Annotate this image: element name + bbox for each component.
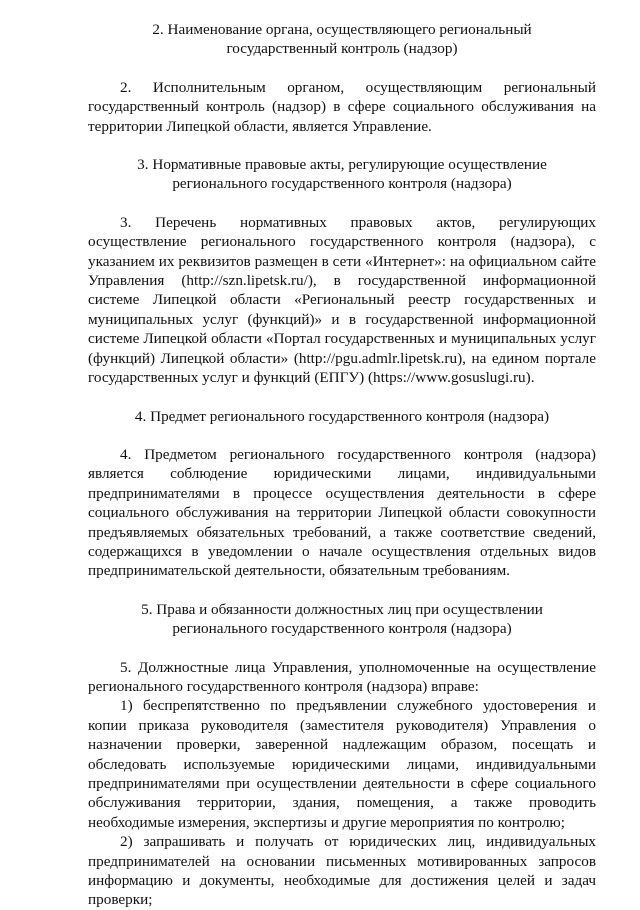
section-5-item-2: 2) запрашивать и получать от юридических лиц, индивидуальных предпринимателей на основании письменных мотивированных запросов информацию и документы, необходимые для достижения целей и задач проверки; bbox=[88, 833, 596, 909]
section-5-paragraph: 5. Должностные лица Управления, уполномоченные на осуществление регионального государственного контроля (надзора) вправе: bbox=[88, 658, 596, 695]
section-3-paragraph: 3. Перечень нормативных правовых актов, регулирующих осуществление регионального государственного контроля (надзора), с указанием их реквизитов размещен в сети «Интернет»: на официальном сайте Управления (http://szn.lipetsk.ru/), в государственной информационной системе Липецкой области «Региональный реестр государственных и муниципальных услуг (функций)» и в государственной информационной системе Липецкой области «Портал государственных и муниципальных услуг (функций) Липецкой области» (http://pgu.admlr.lipetsk.ru), на едином портале государственных услуг и функций (ЕПГУ) (https://www.gosuslugi.ru). bbox=[88, 213, 596, 387]
section-4-heading: 4. Предмет регионального государственного контроля (надзора) bbox=[134, 407, 550, 425]
section-5-item-1: 1) беспрепятственно по предъявлении служебного удостоверения и копии приказа руководителя (заместителя руководителя) Управления о назначении проверки, заверенной надлежащим образом, посещать и обследовать используемые юридическими лицами, индивидуальными предпринимателями при осуществлении деятельности в сфере социального обслуживания территории, здания, помещения, а также проводить необходимые измерения, экспертизы и другие мероприятия по контролю; bbox=[88, 697, 596, 831]
document-page bbox=[88, 20, 596, 910]
section-5-heading: 5. Права и обязанности должностных лиц при осуществлении регионального государственного контроля (надзора) bbox=[141, 600, 543, 638]
section-4-paragraph: 4. Предметом регионального государственного контроля (надзора) является соблюдение юридическими лицами, индивидуальными предпринимателями в процессе осуществления деятельности в сфере социального обслуживания на территории Липецкой области совокупности предъявляемых обязательных требований, а также соответствие сведений, содержащихся в уведомлении о начале осуществления отдельных видов предпринимательской деятельности, обязательным требованиям. bbox=[88, 445, 596, 580]
section-2-heading: 2. Наименование органа, осуществляющего региональный государственный контроль (надзор) bbox=[152, 21, 532, 58]
section-2-paragraph: 2. Исполнительным органом, осуществляющим региональный государственный контроль (надзор) в сфере социального обслуживания на территории Липецкой области, является Управление. bbox=[88, 78, 596, 135]
section-3-heading: 3. Нормативные правовые акты, регулирующие осуществление регионального государственного контроля (надзора) bbox=[137, 156, 547, 193]
